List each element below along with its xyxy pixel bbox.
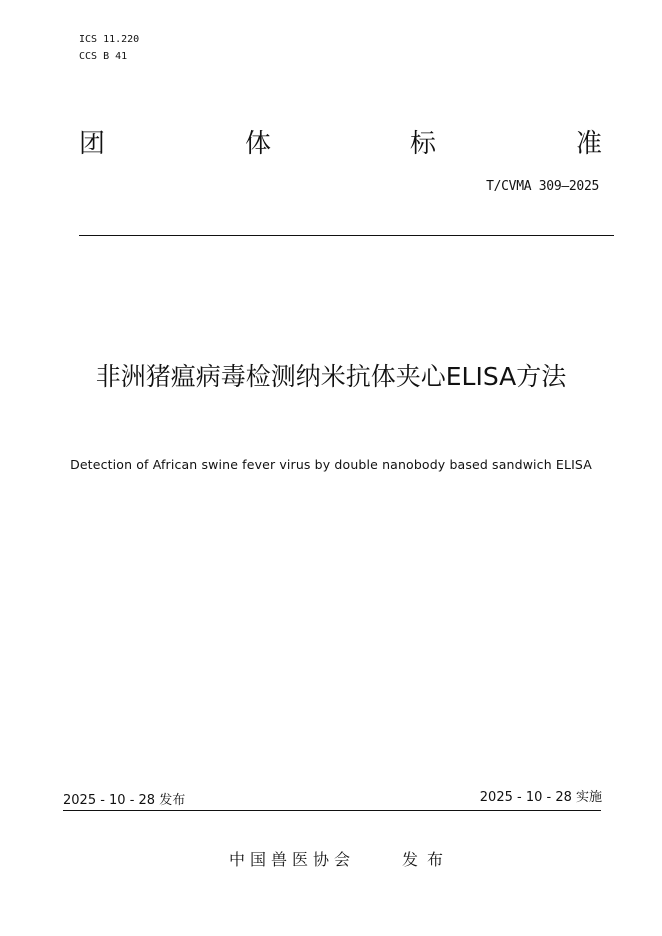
publisher-name: 中国兽医协会 <box>229 850 356 869</box>
publish-label: 发布 <box>402 850 453 869</box>
standard-type-char: 标 <box>410 129 437 159</box>
standard-type-char: 准 <box>576 129 603 159</box>
header-divider <box>79 235 614 236</box>
english-title: Detection of African swine fever virus by double nanobody based sandwich ELISA <box>70 457 592 472</box>
ics-code: ICS 11.220 <box>79 34 140 45</box>
standard-type-char: 团 <box>79 129 106 159</box>
standard-type-char: 体 <box>245 129 272 159</box>
chinese-title: 非洲猪瘟病毒检测纳米抗体夹心ELISA方法 <box>95 362 567 391</box>
footer-divider <box>63 810 601 811</box>
implement-date: 2025 - 10 - 28 实施 <box>479 790 602 805</box>
ccs-code: CCS B 41 <box>79 51 128 62</box>
standard-code: T/CVMA 309—2025 <box>486 179 599 194</box>
publish-date: 2025 - 10 - 28 发布 <box>63 793 186 808</box>
